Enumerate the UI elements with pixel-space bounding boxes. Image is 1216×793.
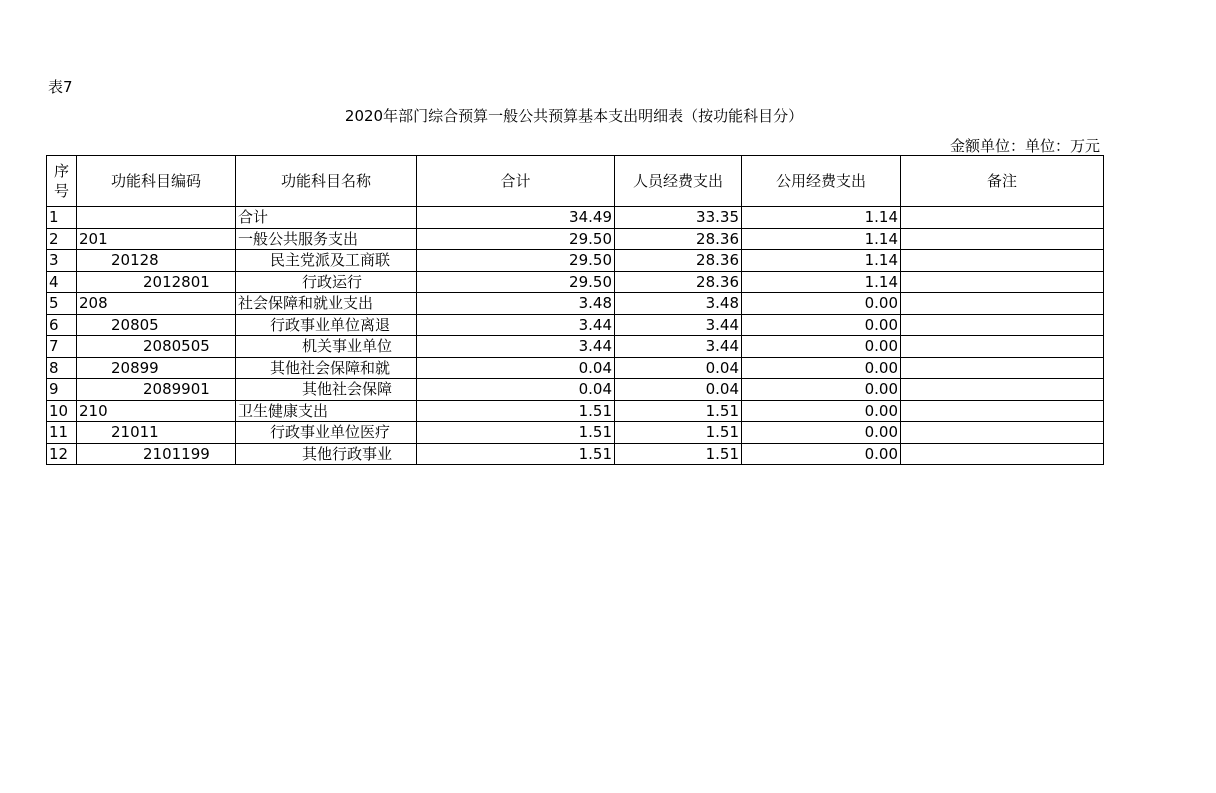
- cell-name: 卫生健康支出: [236, 400, 417, 422]
- cell-name: 其他社会保障: [236, 379, 417, 401]
- cell-name: 合计: [236, 207, 417, 229]
- header-seq: 序 号: [47, 156, 77, 207]
- cell-name: 其他行政事业: [236, 443, 417, 465]
- cell-code: 201: [77, 228, 236, 250]
- document-title: 2020年部门综合预算一般公共预算基本支出明细表（按功能科目分）: [344, 107, 804, 125]
- cell-remarks: [901, 422, 1104, 444]
- table-row: [47, 271, 1104, 293]
- cell-seq: 5: [47, 293, 77, 315]
- cell-remarks: [901, 228, 1104, 250]
- cell-total: 29.50: [417, 228, 615, 250]
- header-remarks: 备注: [901, 156, 1104, 207]
- unit-note: 金额单位：单位：万元: [949, 137, 1100, 155]
- cell-name: 行政事业单位离退: [236, 314, 417, 336]
- cell-public: 1.14: [742, 271, 901, 293]
- cell-seq: 9: [47, 379, 77, 401]
- cell-seq: 6: [47, 314, 77, 336]
- cell-public: 1.14: [742, 228, 901, 250]
- cell-personnel: 28.36: [615, 271, 742, 293]
- table-row: [47, 357, 1104, 379]
- table-row: [47, 314, 1104, 336]
- cell-seq: 8: [47, 357, 77, 379]
- cell-code: 208: [77, 293, 236, 315]
- header-total: 合计: [417, 156, 615, 207]
- cell-public: 0.00: [742, 293, 901, 315]
- cell-name: 行政事业单位医疗: [236, 422, 417, 444]
- table-row: [47, 293, 1104, 315]
- header-code: 功能科目编码: [77, 156, 236, 207]
- cell-name: 行政运行: [236, 271, 417, 293]
- cell-remarks: [901, 379, 1104, 401]
- cell-public: 0.00: [742, 357, 901, 379]
- cell-remarks: [901, 271, 1104, 293]
- table-row: [47, 379, 1104, 401]
- cell-code: 210: [77, 400, 236, 422]
- cell-code: [77, 207, 236, 229]
- cell-personnel: 1.51: [615, 400, 742, 422]
- cell-total: 0.04: [417, 379, 615, 401]
- cell-public: 0.00: [742, 314, 901, 336]
- table-row: [47, 422, 1104, 444]
- cell-seq: 4: [47, 271, 77, 293]
- cell-seq: 7: [47, 336, 77, 358]
- cell-remarks: [901, 293, 1104, 315]
- cell-remarks: [901, 314, 1104, 336]
- table-label: 表7: [48, 78, 73, 96]
- cell-public: 0.00: [742, 422, 901, 444]
- cell-seq: 3: [47, 250, 77, 272]
- cell-seq: 10: [47, 400, 77, 422]
- cell-total: 0.04: [417, 357, 615, 379]
- table-row: [47, 336, 1104, 358]
- cell-total: 1.51: [417, 422, 615, 444]
- cell-public: 1.14: [742, 207, 901, 229]
- header-name: 功能科目名称: [236, 156, 417, 207]
- cell-public: 0.00: [742, 336, 901, 358]
- cell-public: 0.00: [742, 400, 901, 422]
- cell-code: 20899: [77, 357, 236, 379]
- cell-personnel: 3.44: [615, 336, 742, 358]
- cell-code: 20805: [77, 314, 236, 336]
- cell-personnel: 0.04: [615, 379, 742, 401]
- cell-total: 29.50: [417, 250, 615, 272]
- cell-code: 20128: [77, 250, 236, 272]
- table-row: [47, 250, 1104, 272]
- cell-public: 1.14: [742, 250, 901, 272]
- budget-table: [46, 155, 1104, 465]
- cell-code: 2012801: [77, 271, 236, 293]
- cell-name: 机关事业单位: [236, 336, 417, 358]
- cell-personnel: 1.51: [615, 443, 742, 465]
- cell-personnel: 1.51: [615, 422, 742, 444]
- cell-personnel: 0.04: [615, 357, 742, 379]
- cell-personnel: 3.48: [615, 293, 742, 315]
- cell-total: 29.50: [417, 271, 615, 293]
- cell-total: 3.48: [417, 293, 615, 315]
- cell-name: 民主党派及工商联: [236, 250, 417, 272]
- cell-remarks: [901, 336, 1104, 358]
- table-row: [47, 400, 1104, 422]
- header-personnel: 人员经费支出: [615, 156, 742, 207]
- cell-remarks: [901, 207, 1104, 229]
- cell-seq: 11: [47, 422, 77, 444]
- header-public: 公用经费支出: [742, 156, 901, 207]
- cell-remarks: [901, 357, 1104, 379]
- cell-personnel: 33.35: [615, 207, 742, 229]
- table-row: [47, 228, 1104, 250]
- cell-code: 2089901: [77, 379, 236, 401]
- cell-remarks: [901, 250, 1104, 272]
- cell-public: 0.00: [742, 443, 901, 465]
- cell-remarks: [901, 400, 1104, 422]
- cell-total: 1.51: [417, 443, 615, 465]
- cell-seq: 2: [47, 228, 77, 250]
- table-row: [47, 207, 1104, 229]
- header-row: [47, 156, 1104, 207]
- cell-total: 3.44: [417, 336, 615, 358]
- cell-name: 其他社会保障和就: [236, 357, 417, 379]
- cell-total: 3.44: [417, 314, 615, 336]
- cell-remarks: [901, 443, 1104, 465]
- cell-name: 社会保障和就业支出: [236, 293, 417, 315]
- cell-code: 2101199: [77, 443, 236, 465]
- cell-total: 34.49: [417, 207, 615, 229]
- cell-code: 2080505: [77, 336, 236, 358]
- cell-personnel: 28.36: [615, 250, 742, 272]
- cell-name: 一般公共服务支出: [236, 228, 417, 250]
- cell-public: 0.00: [742, 379, 901, 401]
- cell-seq: 12: [47, 443, 77, 465]
- cell-code: 21011: [77, 422, 236, 444]
- table-row: [47, 443, 1104, 465]
- cell-personnel: 3.44: [615, 314, 742, 336]
- cell-total: 1.51: [417, 400, 615, 422]
- cell-personnel: 28.36: [615, 228, 742, 250]
- cell-seq: 1: [47, 207, 77, 229]
